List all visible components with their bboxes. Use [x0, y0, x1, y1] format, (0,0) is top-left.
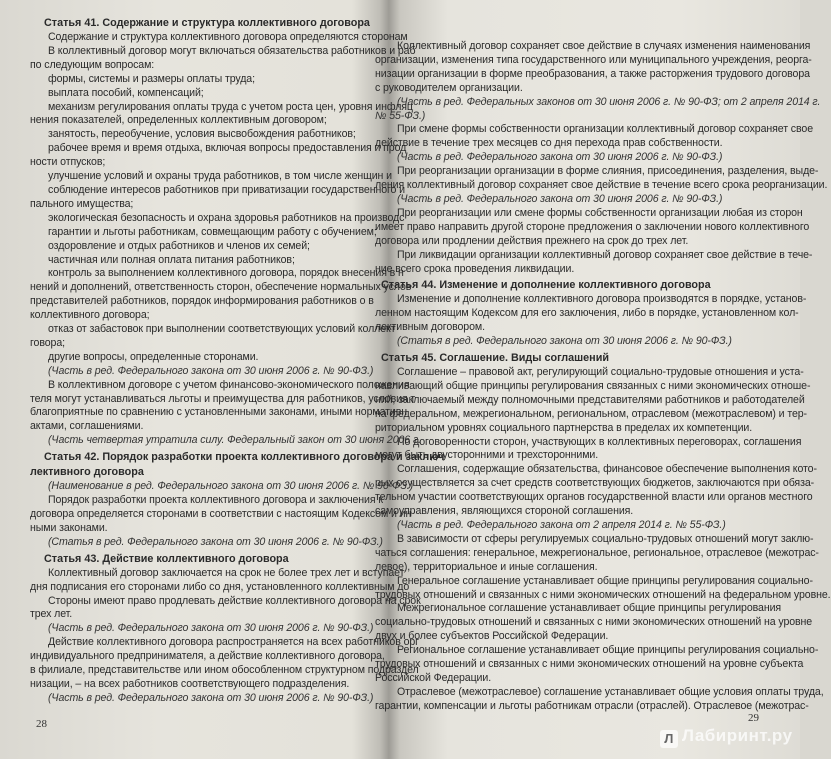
text-line: по следующим вопросам:: [30, 58, 155, 71]
text-line: По договоренности сторон, участвующих в коллективных переговорах, соглашения: [397, 435, 802, 448]
text-line: (Часть в ред. Федерального закона от 30 июня 2006 г. № 90-ФЗ.): [397, 192, 723, 205]
text-line: Стороны имеют право продлевать действие коллективного договора на срок: [48, 594, 421, 607]
text-line: Российской Федерации.: [375, 671, 492, 684]
text-line: Генеральное соглашение устанавливает общие принципы регулирования социально-: [397, 574, 813, 587]
text-line: говора;: [30, 336, 65, 349]
text-line: трех лет.: [30, 608, 73, 621]
text-line: (Часть в ред. Федерального закона от 30 июня 2006 г. № 90-ФЗ.): [397, 151, 723, 164]
text-line: Межрегиональное соглашение устанавливает общие принципы регулирования: [397, 602, 782, 615]
text-line: (Часть в ред. Федерального закона от 30 июня 2006 г. № 90-ФЗ.): [48, 691, 374, 704]
text-line: пального имущества;: [30, 197, 134, 210]
text-line: При реорганизации или смене формы собственности организации любая из сторон: [397, 206, 803, 219]
text-line: Коллективный договор заключается на срок не более трех лет и вступает: [48, 566, 405, 579]
text-line: В коллективном договоре с учетом финансово-экономического положения: [48, 378, 410, 391]
text-line: гарантии и льготы работникам, совмещающим работу с обучением;: [48, 225, 377, 238]
text-line: частичная или полная оплата питания работников;: [48, 253, 295, 266]
text-line: ленном настоящим Кодексом для его заключения, либо в порядке, установленном кол-: [375, 307, 799, 320]
text-line: договора или продлении действия прежнего на срок до трех лет.: [375, 234, 689, 247]
text-line: двух и более субъектов Российской Федерации.: [375, 630, 609, 643]
text-line: чаться соглашения: генеральное, межрегиональное, региональное, отраслевое (межотрас-: [375, 546, 819, 559]
text-line: левое), территориальное и иные соглашения.: [375, 560, 598, 573]
text-line: (Часть в ред. Федеральных законов от 30 июня 2006 г. № 90-ФЗ; от 2 апреля 2014 г.: [397, 95, 821, 108]
text-line: Коллективный договор сохраняет свое действие в случаях изменения наименования: [397, 40, 811, 52]
text-line: Порядок разработки проекта коллективного договора и заключения к: [48, 494, 383, 507]
text-line: (Наименование в ред. Федерального закона от 30 июня 2006 г. № 90-ФЗ.): [48, 480, 414, 493]
text-line: низации, – на всех работников соответствующего подразделения.: [30, 677, 350, 690]
text-line: в филиале, представительстве или ином обособленном структурном подраздел: [30, 664, 419, 677]
text-line: отказ от забастовок при выполнении соответствующих условий коллект: [48, 323, 396, 336]
text-line: коллективного договора;: [30, 309, 150, 322]
text-line: актами, соглашениями.: [30, 420, 144, 433]
text-line: индивидуального предпринимателя, а действие коллективного договора,: [30, 650, 385, 663]
watermark: [660, 726, 793, 748]
text-line: Отраслевое (межотраслевое) соглашение устанавливает общие условия оплаты труда,: [397, 685, 824, 698]
text-line: При смене формы собственности организации коллективный договор сохраняет свое: [397, 123, 813, 136]
text-line: действие в течение трех месяцев со дня перехода прав собственности.: [375, 137, 723, 150]
text-line: договора определяется сторонами в соответствии с настоящим Кодексом и ин: [30, 508, 412, 520]
text-line: представителей работников, порядок информирования работников о в: [30, 295, 374, 308]
text-line: самоуправления, являющихся стороной соглашения.: [375, 505, 634, 518]
text-line: соблюдение интересов работников при приватизации государственного и: [48, 183, 405, 196]
text-line: При реорганизации организации в форме слияния, присоединения, разделения, выде-: [397, 165, 819, 178]
text-line: Изменение и дополнение коллективного договора производятся в порядке, установ-: [397, 293, 807, 306]
text-line: механизм регулирования оплаты труда с учетом роста цен, уровня инфляц: [48, 100, 413, 113]
text-line: благоприятные по сравнению с установленными законами, иными нормативн: [30, 406, 407, 419]
text-line: другие вопросы, определенные сторонами.: [48, 350, 259, 363]
text-line: При ликвидации организации коллективный договор сохраняет свое действие в тече-: [397, 248, 813, 261]
text-line: низации организации в форме преобразования, а также расторжения трудового договора: [375, 67, 810, 80]
text-line: (Статья в ред. Федерального закона от 30 июня 2006 г. № 90-ФЗ.): [48, 535, 383, 548]
text-line: (Часть в ред. Федерального закона от 30 июня 2006 г. № 90-ФЗ.): [48, 622, 374, 635]
text-line: трудовых отношений и связанных с ними экономических отношений на федеральном уровне.: [375, 588, 831, 601]
text-line: выплата пособий, компенсаций;: [48, 86, 204, 99]
text-line: организации, изменения типа государственного или муниципального учреждения, реорга-: [375, 53, 812, 66]
article-heading: Статья 44. Изменение и дополнение коллективного договора: [381, 279, 711, 292]
text-line: (Часть в ред. Федерального закона от 2 апреля 2014 г. № 55-ФЗ.): [397, 519, 726, 531]
text-line: оздоровление и отдых работников и членов их семей;: [48, 239, 310, 252]
text-line: Соглашение – правовой акт, регулирующий социально-трудовые отношения и уста-: [397, 366, 804, 379]
text-line: (Часть четвертая утратила силу. Федеральный закон от 30 июня 2006 г.: [48, 434, 421, 447]
text-line: на федеральном, межрегиональном, региональном, отраслевом (межотраслевом) и тер-: [375, 407, 807, 420]
watermark-text: Лабиринт.ру: [682, 726, 793, 745]
text-line: ние всего срока проведения ликвидации.: [375, 262, 575, 275]
text-line: нения показателей, определенных коллективным договором;: [30, 114, 327, 127]
article-heading: Статья 45. Соглашение. Виды соглашений: [381, 352, 609, 365]
text-line: навливающий общие принципы регулирования связанных с ними экономических отноше-: [375, 379, 811, 392]
text-line: экологическая безопасность и охрана здоровья работников на производс: [48, 211, 405, 224]
right-page: [375, 40, 831, 745]
text-line: Соглашения, содержащие обязательства, финансовое обеспечение выполнения кото-: [397, 463, 817, 476]
text-line: В коллективный договор могут включаться обязательства работников и раб: [48, 44, 416, 57]
text-line: контроль за выполнением коллективного договора, порядок внесения в н: [48, 267, 404, 280]
text-line: занятость, переобучение, условия высвобождения работников;: [48, 128, 356, 141]
text-line: имеет право направить другой стороне предложения о заключении нового коллективного: [375, 220, 810, 233]
text-line: риториальном уровнях социального партнерства в пределах их компетенции.: [375, 421, 753, 434]
text-line: ний, заключаемый между полномочными представителями работников и работодателей: [375, 393, 805, 406]
article-heading: Статья 43. Действие коллективного договора: [44, 552, 289, 565]
text-line: (Часть в ред. Федерального закона от 30 июня 2006 г. № 90-ФЗ.): [48, 364, 374, 377]
text-line: нений и дополнений, ответственность сторон, обеспечение нормальных услов: [30, 281, 412, 294]
text-line: рых осуществляется за счет средств соответствующих бюджетов, заключаются при обяза-: [375, 477, 815, 490]
article-heading: лективного договора: [30, 466, 144, 479]
text-line: (Статья в ред. Федерального закона от 30 июня 2006 г. № 90-ФЗ.): [397, 335, 732, 348]
text-line: формы, системы и размеры оплаты труда;: [48, 72, 255, 85]
text-line: с руководителем организации.: [375, 81, 523, 94]
text-line: дня подписания его сторонами либо со дня, установленного коллективным до: [30, 580, 410, 593]
text-line: № 55-ФЗ.): [375, 109, 426, 122]
text-line: Региональное соглашение устанавливает общие принципы регулирования социально-: [397, 644, 819, 657]
text-line: тельном участии соответствующих органов государственной власти или органов местного: [375, 491, 813, 504]
text-line: Содержание и структура коллективного договора определяются сторонам: [48, 31, 408, 43]
text-line: рабочее время и время отдыха, включая вопросы предоставления и прод: [48, 142, 407, 155]
text-line: трудовых отношений и связанных с ними экономических отношений на уровне субъекта: [375, 658, 804, 671]
text-line: Действие коллективного договора распространяется на всех работников орг: [48, 636, 419, 649]
text-line: социально-трудовых отношений и связанных с ними экономических отношений на уровне: [375, 616, 813, 629]
text-line: теля могут устанавливаться льготы и преимущества для работников, условия т: [30, 392, 416, 405]
page-number-right: 29: [748, 712, 759, 724]
text-line: ными законами.: [30, 521, 108, 534]
text-line: ления коллективный договор сохраняет свое действие в течение всего срока реорганизации.: [375, 179, 828, 192]
text-line: лективным договором.: [375, 321, 485, 334]
text-line: гарантии, компенсации и льготы работникам отрасли (отраслей). Отраслевое (межотрас-: [375, 699, 809, 712]
text-line: В зависимости от сферы регулируемых социально-трудовых отношений могут заклю-: [397, 532, 814, 545]
article-heading: Статья 42. Порядок разработки проекта коллективного договора и заключ: [44, 451, 445, 464]
article-heading: Статья 41. Содержание и структура коллективного договора: [44, 17, 370, 29]
text-line: улучшение условий и охраны труда работников, в том числе женщин и: [48, 170, 392, 183]
text-line: ности отпусков;: [30, 156, 106, 169]
labirint-logo-icon: Л: [660, 730, 678, 748]
page-number-left: 28: [36, 718, 47, 730]
text-line: могут быть двусторонними и трехсторонними.: [375, 449, 599, 462]
